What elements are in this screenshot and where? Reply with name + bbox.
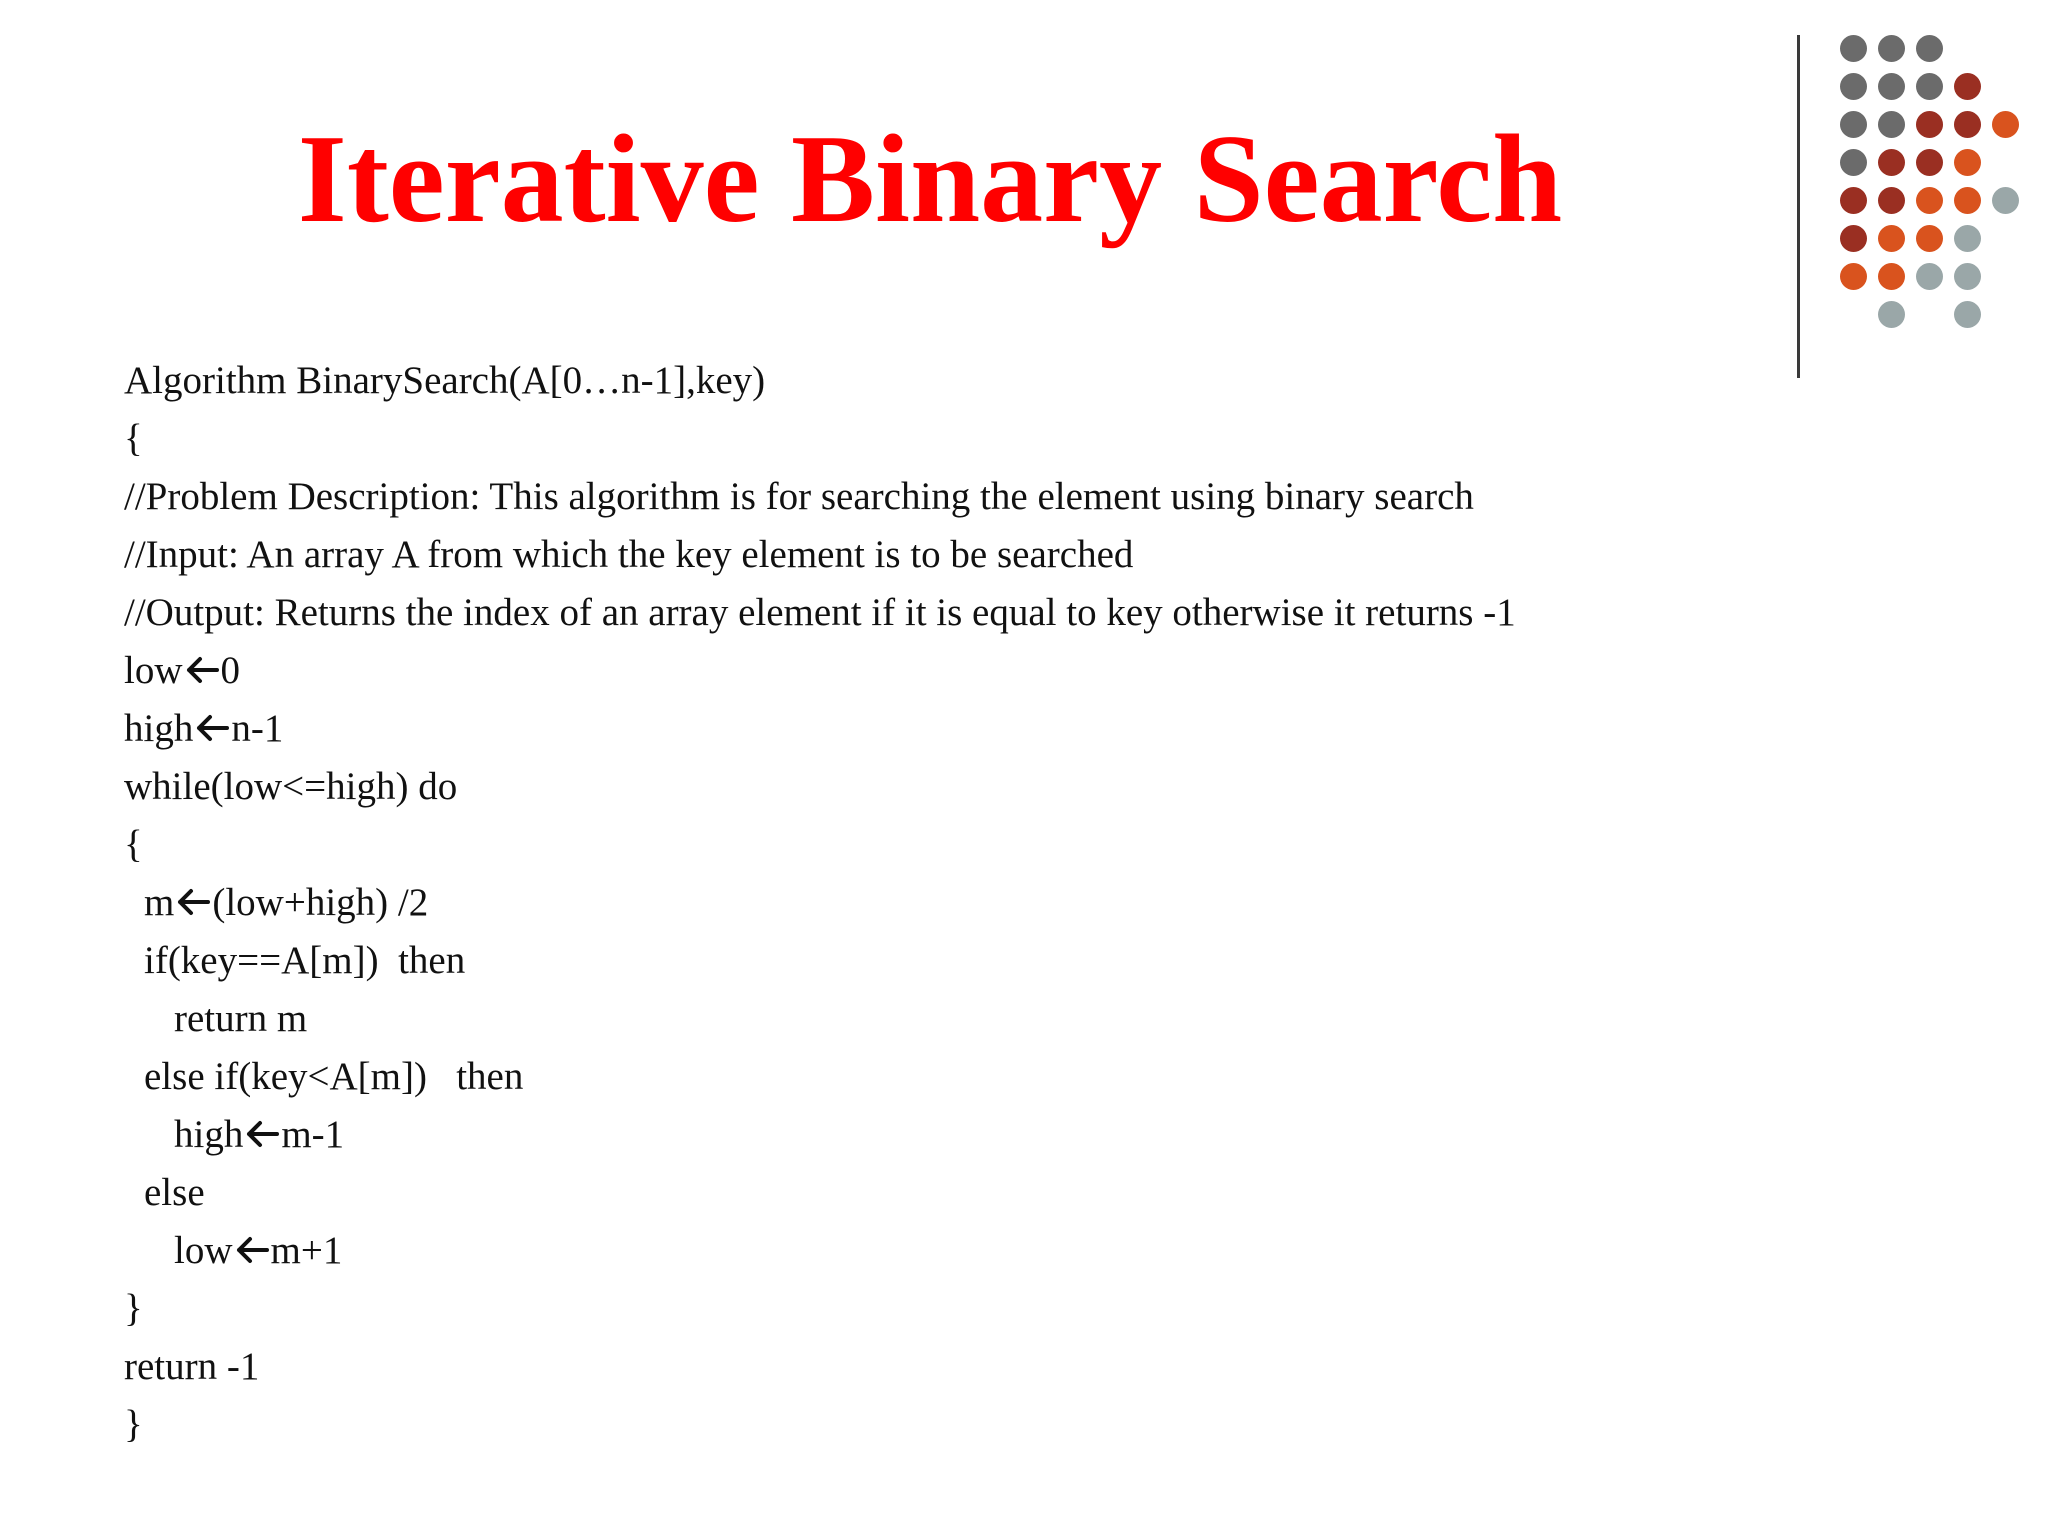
decorative-dot xyxy=(1878,225,1905,252)
decorative-dot xyxy=(1878,73,1905,100)
decorative-dot xyxy=(1916,111,1943,138)
decorative-dot xyxy=(1954,111,1981,138)
decorative-dot xyxy=(1878,301,1905,328)
left-arrow-icon xyxy=(244,1119,280,1149)
code-line-comment-input: //Input: An array A from which the key element is to be searched xyxy=(124,533,1134,576)
decorative-dot xyxy=(1954,149,1981,176)
code-line-while: while(low<=high) do xyxy=(124,765,458,808)
code-line-low-update xyxy=(124,1222,1516,1280)
code-line-high-init xyxy=(124,700,1516,758)
decorative-dot xyxy=(1954,301,1981,328)
code-line-low-init xyxy=(124,642,1516,700)
assign-target: low xyxy=(174,1229,233,1272)
assign-target: high xyxy=(124,707,194,750)
assign-value: m-1 xyxy=(281,1113,345,1156)
code-line-else: else xyxy=(144,1171,205,1214)
code-line-comment-description: //Problem Description: This algorithm is for searching the element using binary search xyxy=(124,475,1474,518)
assign-target: m xyxy=(144,881,175,924)
code-line-close-brace: } xyxy=(124,1403,143,1446)
code-line-else-if: else if(key<A[m]) then xyxy=(144,1055,524,1098)
decorative-dot xyxy=(1878,187,1905,214)
decorative-dot xyxy=(1992,187,2019,214)
left-arrow-icon xyxy=(194,713,230,743)
code-line-close-brace: } xyxy=(124,1287,143,1330)
decorative-dot xyxy=(1840,35,1867,62)
slide-title: Iterative Binary Search xyxy=(297,110,1563,249)
code-line-open-brace: { xyxy=(124,823,143,866)
decorative-dot xyxy=(1916,263,1943,290)
assign-value: n-1 xyxy=(231,707,284,750)
decorative-dot xyxy=(1878,111,1905,138)
algorithm-code-block xyxy=(124,352,1516,1454)
assign-target: low xyxy=(124,649,183,692)
decorative-dot xyxy=(1840,73,1867,100)
code-line-signature: Algorithm BinarySearch(A[0…n-1],key) xyxy=(124,359,766,402)
decorative-dot xyxy=(1916,35,1943,62)
code-line-mid-calc xyxy=(124,874,1516,932)
left-arrow-icon xyxy=(234,1235,270,1265)
decorative-dot xyxy=(1954,73,1981,100)
decorative-dot xyxy=(1916,225,1943,252)
assign-value: 0 xyxy=(220,649,240,692)
decorative-dot xyxy=(1916,149,1943,176)
assign-value: m+1 xyxy=(270,1229,343,1272)
decorative-dot xyxy=(1916,73,1943,100)
code-line-if-equal: if(key==A[m]) then xyxy=(144,939,466,982)
left-arrow-icon xyxy=(175,887,211,917)
decorative-dot xyxy=(1916,187,1943,214)
decorative-dot xyxy=(1954,187,1981,214)
decorative-dot xyxy=(1878,263,1905,290)
decorative-dot xyxy=(1878,149,1905,176)
left-arrow-icon xyxy=(184,655,220,685)
decorative-dot xyxy=(1878,35,1905,62)
decorative-dot xyxy=(1954,263,1981,290)
code-line-high-update xyxy=(124,1106,1516,1164)
decorative-dot xyxy=(1992,111,2019,138)
code-line-comment-output: //Output: Returns the index of an array element if it is equal to key otherwise it returns -1 xyxy=(124,591,1516,634)
assign-value: (low+high) /2 xyxy=(212,881,429,924)
code-line-return-not-found: return -1 xyxy=(124,1345,260,1388)
decorative-dot xyxy=(1954,225,1981,252)
code-line-return-m: return m xyxy=(174,997,308,1040)
assign-target: high xyxy=(174,1113,244,1156)
decorative-dot xyxy=(1840,263,1867,290)
code-line-open-brace: { xyxy=(124,417,143,460)
